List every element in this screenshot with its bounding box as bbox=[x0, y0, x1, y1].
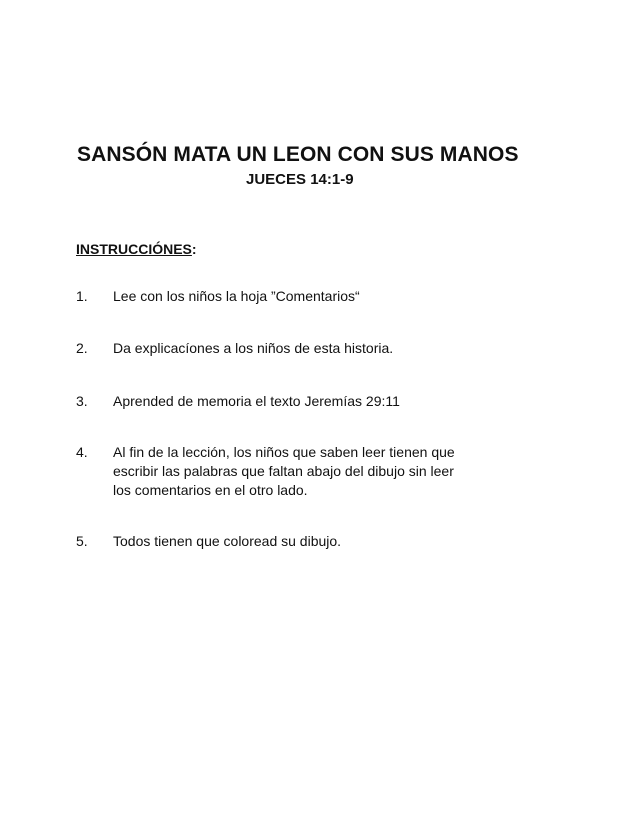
instruction-text bbox=[113, 532, 473, 551]
instruction-line: Da explicacíones a los niños de esta historia. bbox=[113, 340, 394, 356]
instruction-line: Al fin de la lección, los niños que saben leer tienen que bbox=[113, 444, 455, 460]
instruction-number: 2. bbox=[76, 340, 88, 356]
instruction-line: los comentarios en el otro lado. bbox=[113, 482, 308, 498]
instruction-line: Lee con los niños la hoja ”Comentarios“ bbox=[113, 288, 360, 304]
instruction-text bbox=[113, 392, 473, 411]
instruction-number: 1. bbox=[76, 288, 88, 304]
instruction-text bbox=[113, 443, 473, 500]
instructions-heading-colon: : bbox=[191, 241, 197, 257]
instructions-heading bbox=[76, 241, 197, 257]
instruction-line: Aprended de memoria el texto Jeremías 29:11 bbox=[113, 393, 400, 409]
page-title: SANSÓN MATA UN LEON CON SUS MANOS bbox=[77, 143, 519, 166]
instruction-line: escribir las palabras que faltan abajo del dibujo sin leer bbox=[113, 463, 454, 479]
instruction-number: 3. bbox=[76, 393, 88, 409]
instructions-heading-text: INSTRUCCIÓNES bbox=[76, 241, 192, 257]
instruction-number: 5. bbox=[76, 533, 88, 549]
instruction-text bbox=[113, 339, 473, 358]
instruction-text bbox=[113, 287, 473, 306]
instruction-number: 4. bbox=[76, 444, 88, 460]
instruction-line: Todos tienen que coloread su dibujo. bbox=[113, 533, 342, 549]
scripture-reference: JUECES 14:1-9 bbox=[246, 171, 354, 188]
